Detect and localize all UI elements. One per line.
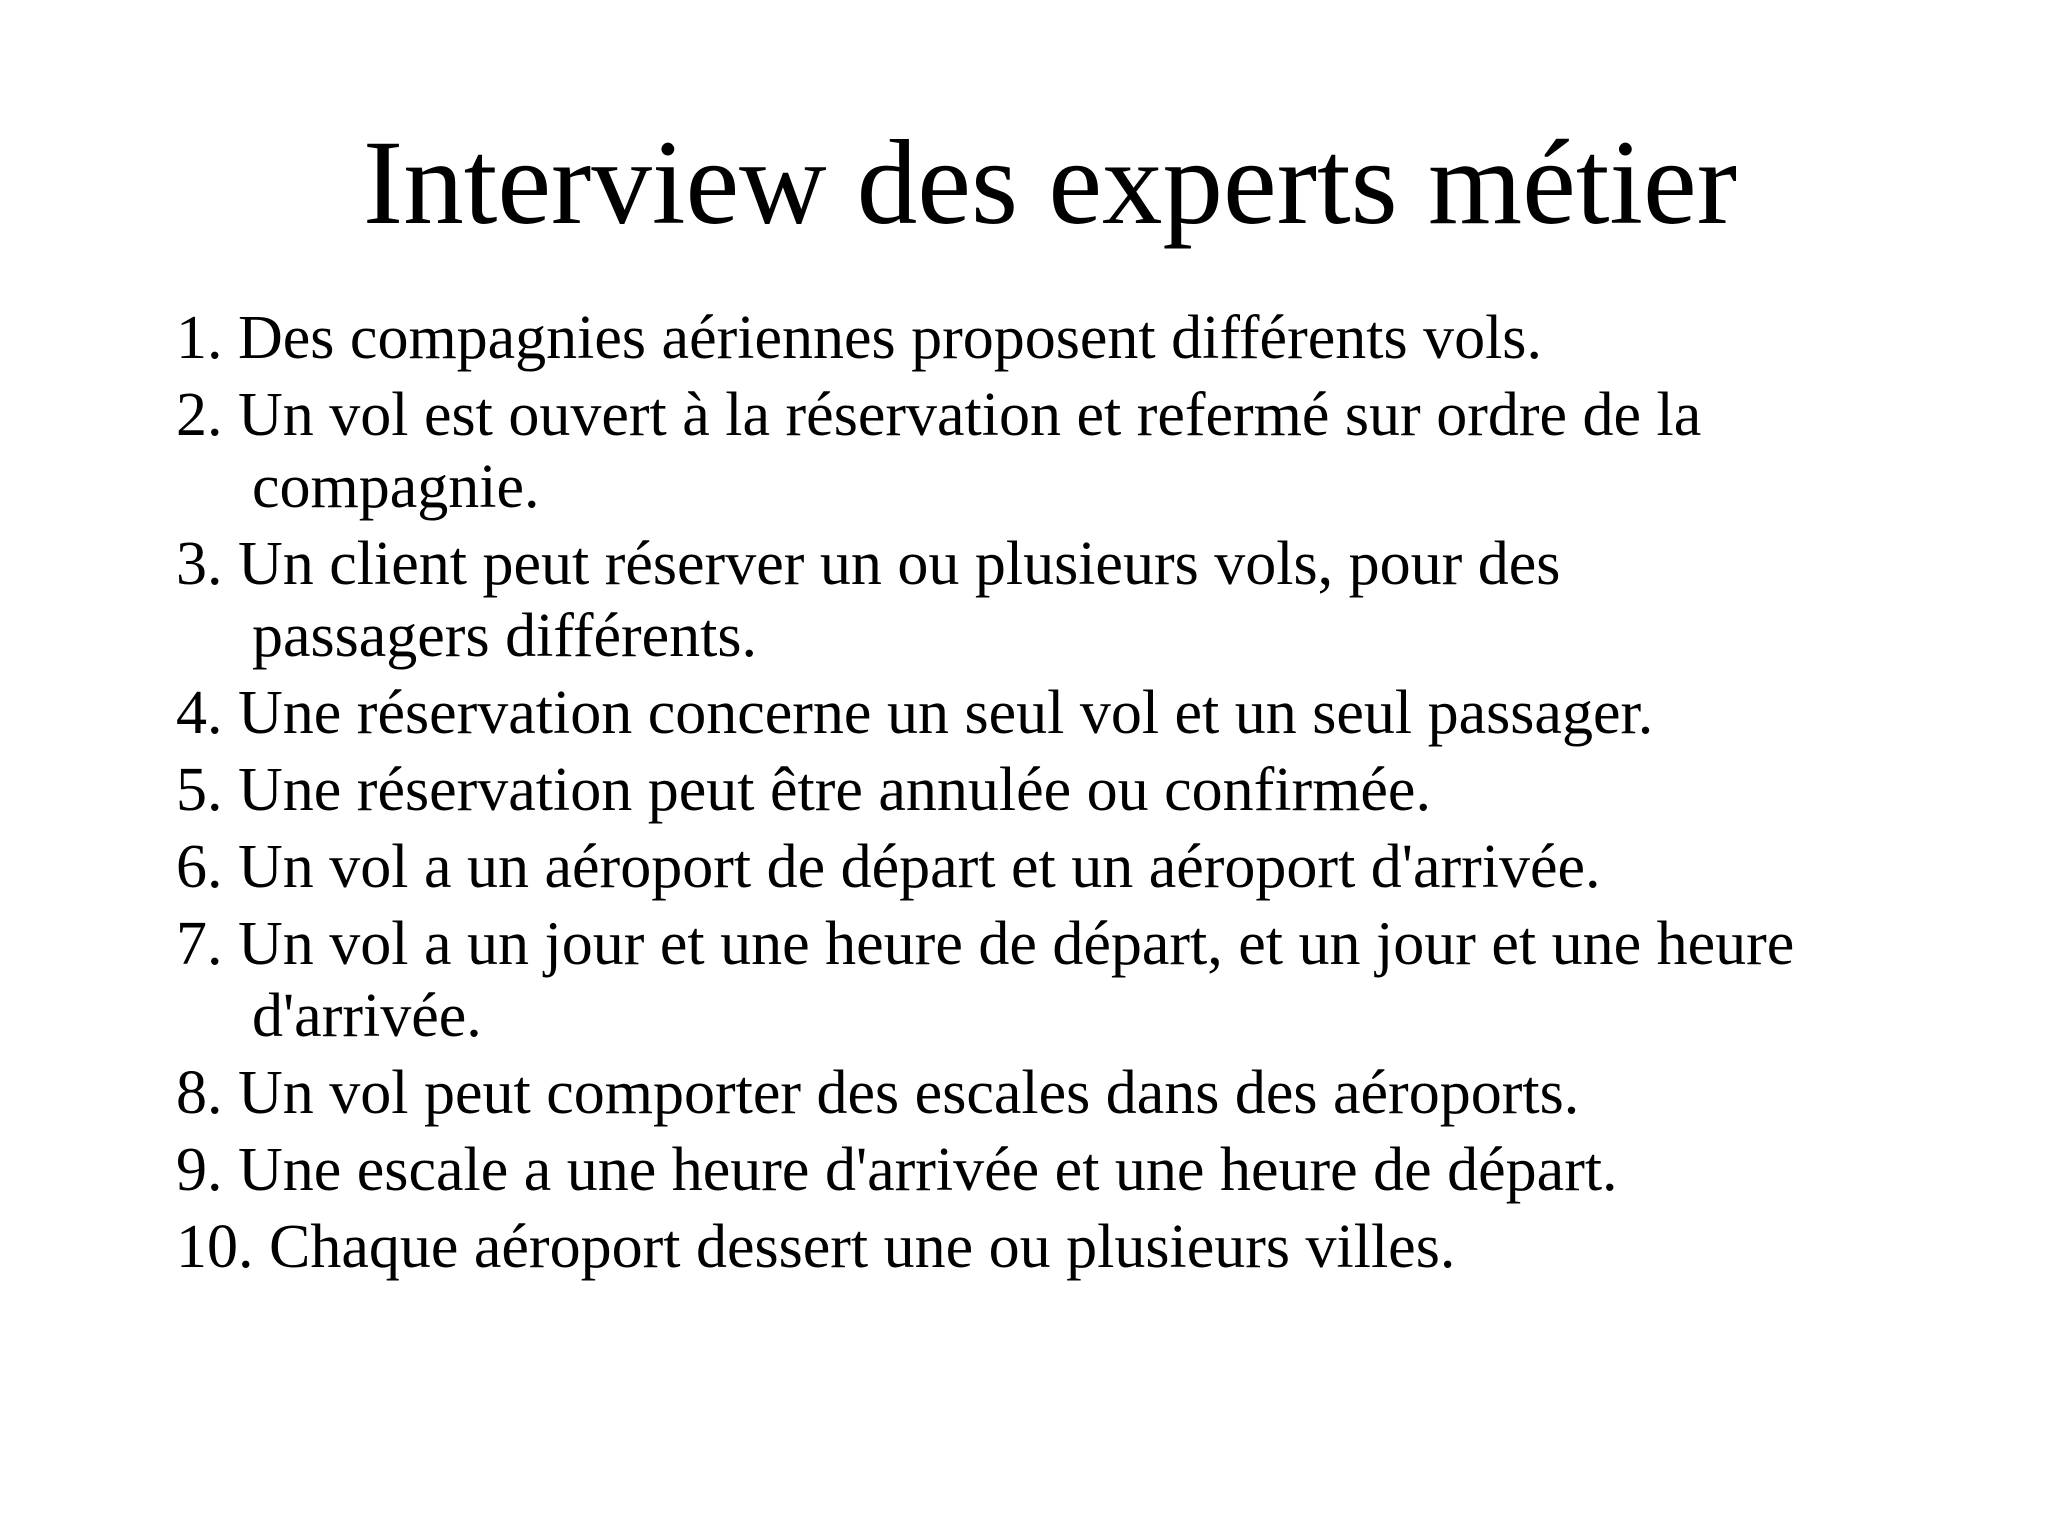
list-item: 1. Des compagnies aériennes proposent différents vols. <box>176 304 1542 372</box>
list-item: 3. Un client peut réserver un ou plusieurs vols, pour des passagers différents. <box>176 530 1561 670</box>
list-item: 9. Une escale a une heure d'arrivée et une heure de départ. <box>176 1136 1618 1204</box>
list-item: 6. Un vol a un aéroport de départ et un aéroport d'arrivée. <box>176 833 1601 901</box>
list-item: 4. Une réservation concerne un seul vol et un seul passager. <box>176 679 1654 747</box>
slide-title: Interview des experts métier <box>362 116 1738 250</box>
list-item: 10. Chaque aéroport dessert une ou plusieurs villes. <box>176 1213 1456 1281</box>
list-item: 7. Un vol a un jour et une heure de départ, et un jour et une heure d'arrivée. <box>176 910 1795 1050</box>
list-item: 8. Un vol peut comporter des escales dans des aéroports. <box>176 1059 1580 1127</box>
list-item: 2. Un vol est ouvert à la réservation et refermé sur ordre de la compagnie. <box>176 381 1702 521</box>
requirements-list <box>176 302 2026 1288</box>
list-item: 5. Une réservation peut être annulée ou confirmée. <box>176 756 1431 824</box>
